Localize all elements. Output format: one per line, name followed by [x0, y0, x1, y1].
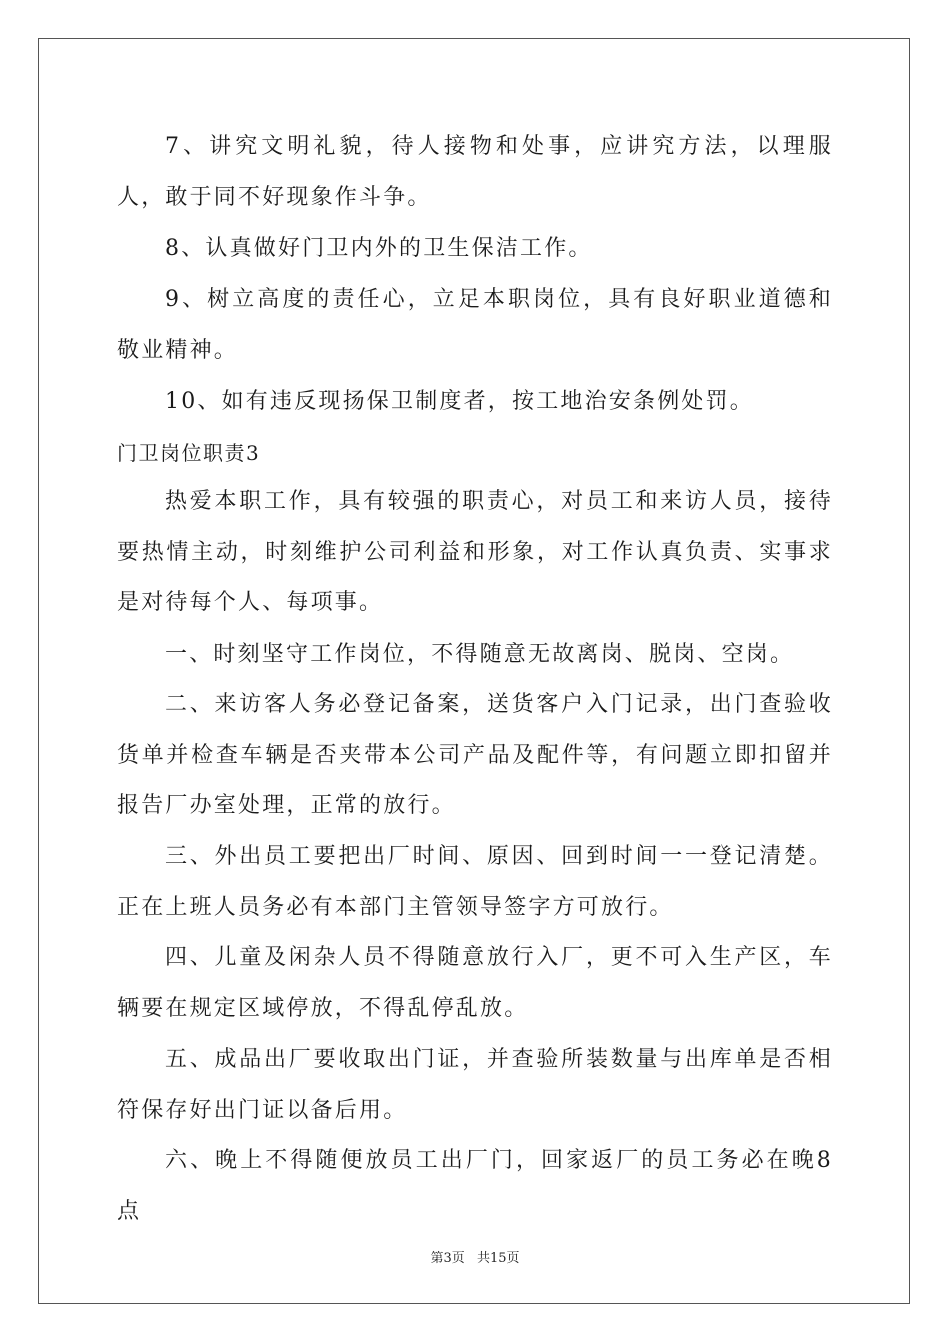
page-total: 共15页: [476, 1251, 520, 1266]
page-number: 第3页: [430, 1251, 465, 1266]
rule-5: 五、成品出厂要收取出门证，并查验所装数量与出库单是否相符保存好出门证以备后用。: [117, 1047, 833, 1123]
paragraph-9: 9、树立高度的责任心，立足本职岗位，具有良好职业道德和敬业精神。: [117, 287, 833, 363]
page-footer: [0, 1247, 950, 1266]
rule-4: 四、儿童及闲杂人员不得随意放行入厂，更不可入生产区，车辆要在规定区域停放，不得乱停乱放。: [117, 945, 833, 1021]
rule-1: 一、时刻坚守工作岗位，不得随意无故离岗、脱岗、空岗。: [165, 642, 795, 667]
rule-2: 二、来访客人务必登记备案，送货客户入门记录，出门查验收货单并检查车辆是否夹带本公司产品及配件等，有问题立即扣留并报告厂办室处理，正常的放行。: [117, 692, 833, 818]
rule-3: 三、外出员工要把出厂时间、原因、回到时间一一登记清楚。正在上班人员务必有本部门主管领导签字方可放行。: [117, 844, 833, 920]
section-title: 门卫岗位职责3: [117, 441, 261, 465]
paragraph-8: 8、认真做好门卫内外的卫生保洁工作。: [165, 236, 593, 261]
paragraph-7: 7、讲究文明礼貌，待人接物和处事，应讲究方法，以理服人，敢于同不好现象作斗争。: [117, 134, 833, 210]
intro-paragraph: 热爱本职工作，具有较强的职责心，对员工和来访人员，接待要热情主动，时刻维护公司利益和形象，对工作认真负责、实事求是对待每个人、每项事。: [117, 489, 833, 615]
rule-6: 六、晚上不得随便放员工出厂门，回家返厂的员工务必在晚8点: [117, 1148, 833, 1224]
paragraph-10: 10、如有违反现扬保卫制度者，按工地治安条例处罚。: [165, 389, 754, 414]
